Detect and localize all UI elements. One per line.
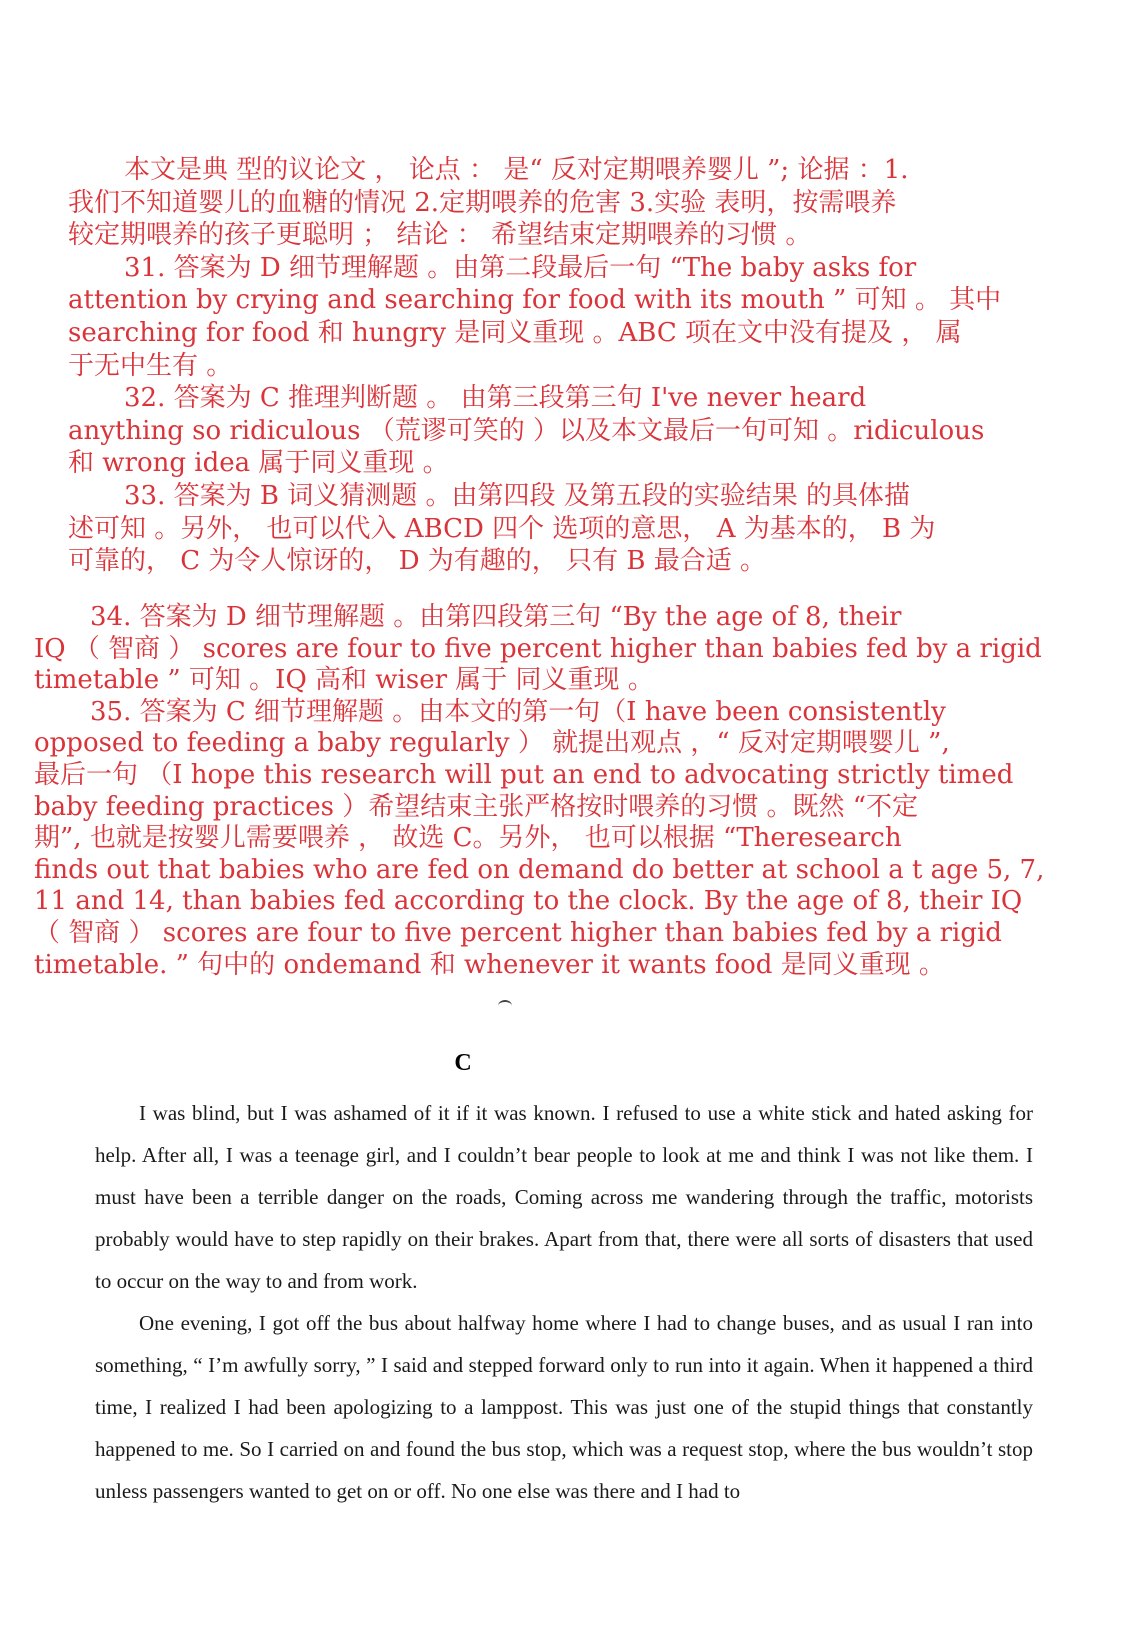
answer-line: 可靠的， C 为令人惊讶的， D 为有趣的， 只有 B 最合适 。 bbox=[68, 546, 766, 577]
section-heading: C bbox=[454, 1050, 472, 1076]
answer-line: （ 智商 ） scores are four to five percent higher than babies fed by a rigid bbox=[34, 917, 1002, 948]
answer-line: attention by crying and searching for food with its mouth ” 可知 。 其中 bbox=[68, 285, 1002, 316]
reading-passage bbox=[95, 1092, 1033, 1512]
answer-line: IQ （ 智商 ） scores are four to five percent higher than babies fed by a rigid bbox=[34, 633, 1042, 664]
answer-line: finds out that babies who are fed on demand do better at school a t age 5, 7, bbox=[34, 854, 1045, 885]
answer-line: anything so ridiculous （荒谬可笑的 ）以及本文最后一句可知 。ridiculous bbox=[68, 415, 985, 446]
answer-line: 和 wrong idea 属于同义重现 。 bbox=[68, 448, 449, 479]
answer-line: opposed to feeding a baby regularly ） 就提出观点 ，“ 反对定期喂婴儿 ”, bbox=[34, 728, 950, 759]
answer-line: baby feeding practices ）希望结束主张严格按时喂养的习惯 。既然 “不定 bbox=[34, 791, 919, 822]
answer-line: 于无中生有 。 bbox=[68, 350, 233, 381]
answer-line: 最后一句 （I hope this research will put an end to advocating strictly timed bbox=[34, 759, 1014, 790]
passage-paragraph: I was blind, but I was ashamed of it if it was known. I refused to use a white stick and hated asking for help. After all, I was a teenage girl, and I couldn’t bear people to look at me and think I was not like them. I must have been a terrible danger on the roads, Coming across me wandering through the traffic, motorists probably would have to step rapidly on their brakes. Apart from that, there were all sorts of disasters that used to occur on the way to and from work. bbox=[95, 1101, 1033, 1293]
answer-line: timetable. ” 句中的 ondemand 和 whenever it wants food 是同义重现 。 bbox=[34, 949, 945, 980]
answer-line: 述可知 。另外， 也可以代入 ABCD 四个 选项的意思， A 为基本的， B 为 bbox=[68, 513, 936, 544]
passage-paragraph: One evening, I got off the bus about halfway home where I had to change buses, and as usual I ran into something, “ I’m awfully sorry, ” I said and stepped forward only to run into it again. When it happened a third time, I realized I had been apologizing to a lamppost. This was just one of the stupid things that constantly happened to me. So I carried on and found the bus stop, which was a request stop, where the bus wouldn’t stop unless passengers wanted to get on or off. No one else was there and I had to bbox=[95, 1311, 1033, 1503]
answer-line: 本文是典 型的议论文 ， 论点 ： 是“ 反对定期喂养婴儿 ”; 论据 ：1. bbox=[124, 155, 909, 185]
answer-line: 我们不知道婴儿的血糖的情况 2.定期喂养的危害 3.实验 表明，按需喂养 bbox=[68, 187, 897, 218]
answer-line: searching for food 和 hungry 是同义重现 。ABC 项在文中没有提及 ， 属 bbox=[68, 317, 962, 348]
answer-line: timetable ” 可知 。IQ 高和 wiser 属于 同义重现 。 bbox=[34, 665, 654, 696]
answer-explanation-block-1 bbox=[68, 154, 1001, 578]
answer-32-line: 32. 答案为 C 推理判断题 。 由第三段第三句 I've never heard bbox=[124, 383, 867, 414]
answer-line: 11 and 14, than babies fed according to the clock. By the age of 8, their IQ bbox=[34, 886, 1023, 917]
answer-explanation-block-2 bbox=[34, 602, 1044, 981]
answer-35-line: 35. 答案为 C 细节理解题 。由本文的第一句（I have been consistently bbox=[90, 696, 946, 727]
answer-33-line: 33. 答案为 B 词义猜测题 。由第四段 及第五段的实验结果 的具体描 bbox=[124, 480, 911, 511]
answer-34-line: 34. 答案为 D 细节理解题 。由第四段第三句 “By the age of 8, their bbox=[90, 602, 902, 632]
answer-line: 较定期喂养的孩子更聪明 ； 结论 ： 希望结束定期喂养的习惯 。 bbox=[68, 220, 812, 251]
answer-31-line: 31. 答案为 D 细节理解题 。由第二段最后一句 “The baby asks for bbox=[124, 252, 917, 283]
answer-line: 期”, 也就是按婴儿需要喂养 ， 故选 C。另外， 也可以根据 “Theresearch bbox=[34, 823, 902, 854]
cropped-glyph-mark bbox=[498, 1000, 512, 1012]
